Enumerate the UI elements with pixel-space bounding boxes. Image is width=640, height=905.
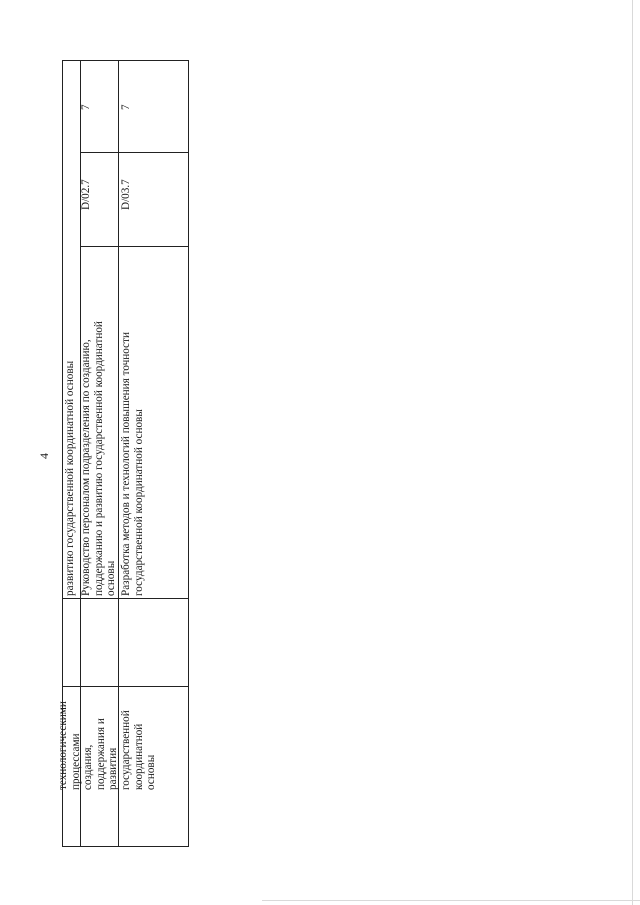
table-border-line — [62, 60, 189, 61]
table-border-line — [62, 846, 189, 847]
function-line: Разработка методов и технологий повышения точности — [120, 332, 132, 596]
left-cell-line: развития — [107, 747, 120, 790]
function-line: развитию государственной координатной основы — [64, 360, 76, 596]
table-border-line — [62, 686, 189, 687]
left-cell-line: основы — [145, 754, 158, 790]
function-line: основы — [105, 560, 118, 596]
row1-function-text — [80, 321, 118, 596]
left-cell-line: поддержания и — [94, 718, 107, 790]
row1-level: 7 — [80, 104, 92, 110]
table-border-line — [80, 246, 189, 247]
left-cell-line: государственной — [119, 710, 132, 790]
row2-level: 7 — [120, 104, 132, 110]
table-border-line — [188, 60, 189, 847]
function-line: Руководство персоналом подразделения по созданию, — [80, 339, 92, 596]
table-border-line — [80, 152, 189, 153]
function-line: поддержанию и развитию государственной координатной — [92, 321, 105, 596]
left-cell-line: процессами — [69, 733, 82, 790]
page-number: 4 — [37, 453, 51, 459]
function-line: государственной координатной основы — [132, 409, 145, 596]
left-cell-text — [57, 701, 158, 790]
row1-code: D/02.7 — [80, 179, 92, 210]
function-continuation-text — [64, 361, 77, 596]
scan-edge-bottom — [262, 900, 640, 901]
row2-function-text — [120, 332, 145, 596]
left-cell-line: создания, — [82, 744, 95, 790]
row2-code: D/03.7 — [120, 179, 132, 210]
left-cell-line: координатной — [132, 723, 145, 790]
scan-edge-right — [632, 0, 633, 905]
left-cell-line: технологическими — [57, 701, 69, 790]
table-border-line — [62, 598, 189, 599]
